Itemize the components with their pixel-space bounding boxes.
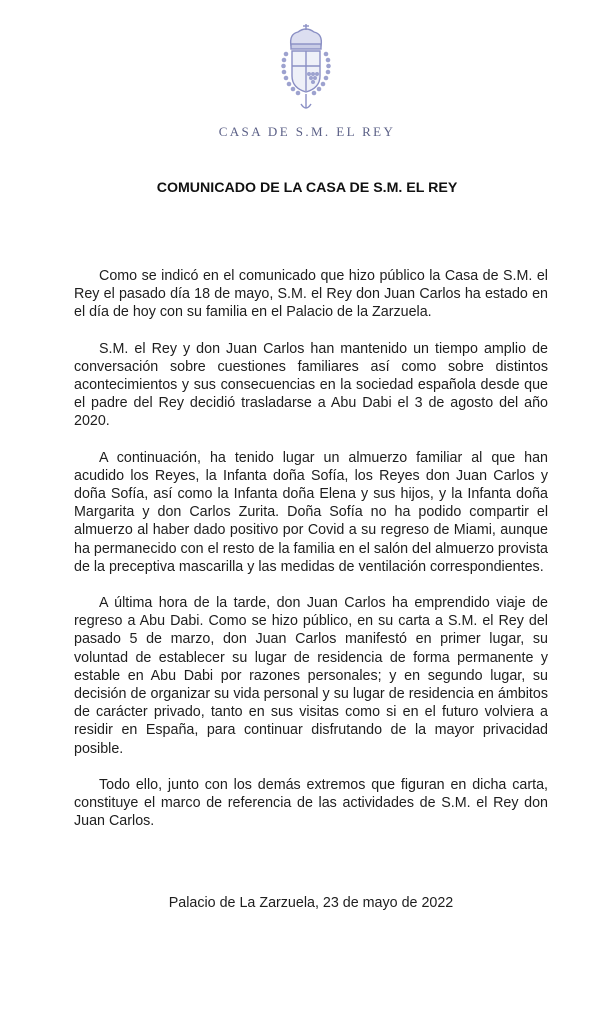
document-body: [74, 267, 548, 848]
paragraph: Como se indicó en el comunicado que hizo público la Casa de S.M. el Rey el pasado día 18 de mayo, S.M. el Rey don Juan Carlos ha estado en el día de hoy con su familia en el Palacio de la Zarzuela.: [74, 268, 548, 321]
paragraph: S.M. el Rey y don Juan Carlos han mantenido un tiempo amplio de conversación sobre cuestiones familiares así como sobre distintos acontecimientos y sus consecuencias en la sociedad española desde que el padre del Rey decidió trasladarse a Abu Dabi el 3 de agosto del año 2020.: [74, 340, 548, 430]
letterhead-house-name: CASA DE S.M. EL REY: [218, 124, 396, 139]
royal-coat-of-arms-icon: [271, 22, 341, 114]
paragraph: A continuación, ha tenido lugar un almuerzo familiar al que han acudido los Reyes, la Infanta doña Sofía, los Reyes don Juan Carlos y doña Sofía, así como la Infanta doña Elena y sus hijos, y la Infanta doña Margarita y don Carlos Zurita. Doña Sofía no ha podido compartir el almuerzo al haber dado positivo por Covid a su regreso de Miami, aunque ha permanecido con el resto de la familia en el salón del almuerzo provista de la preceptiva mascarilla y las medidas de ventilación correspondientes.: [74, 449, 548, 575]
document-title: COMUNICADO DE LA CASA DE S.M. EL REY: [156, 180, 458, 196]
paragraph: Todo ello, junto con los demás extremos que figuran en dicha carta, constituye el marco de referencia de las actividades de S.M. el Rey don Juan Carlos.: [74, 776, 548, 830]
paragraph: A última hora de la tarde, don Juan Carlos ha emprendido viaje de regreso a Abu Dabi. Como se hizo público, en su carta a S.M. el Rey del pasado 5 de marzo, don Juan Carlos manifestó en primer lugar, su voluntad de establecer su lugar de residencia de forma permanente y estable en Abu Dabi por razones personales; y en segundo lugar, su decisión de organizar su vida personal y su lugar de residencia en ámbitos de carácter privado, tanto en sus visitas como si en el futuro volviera a residir en España, para continuar disfrutando de la mayor privacidad posible.: [74, 595, 548, 757]
place-and-date: Palacio de La Zarzuela, 23 de mayo de 2022: [168, 895, 454, 911]
